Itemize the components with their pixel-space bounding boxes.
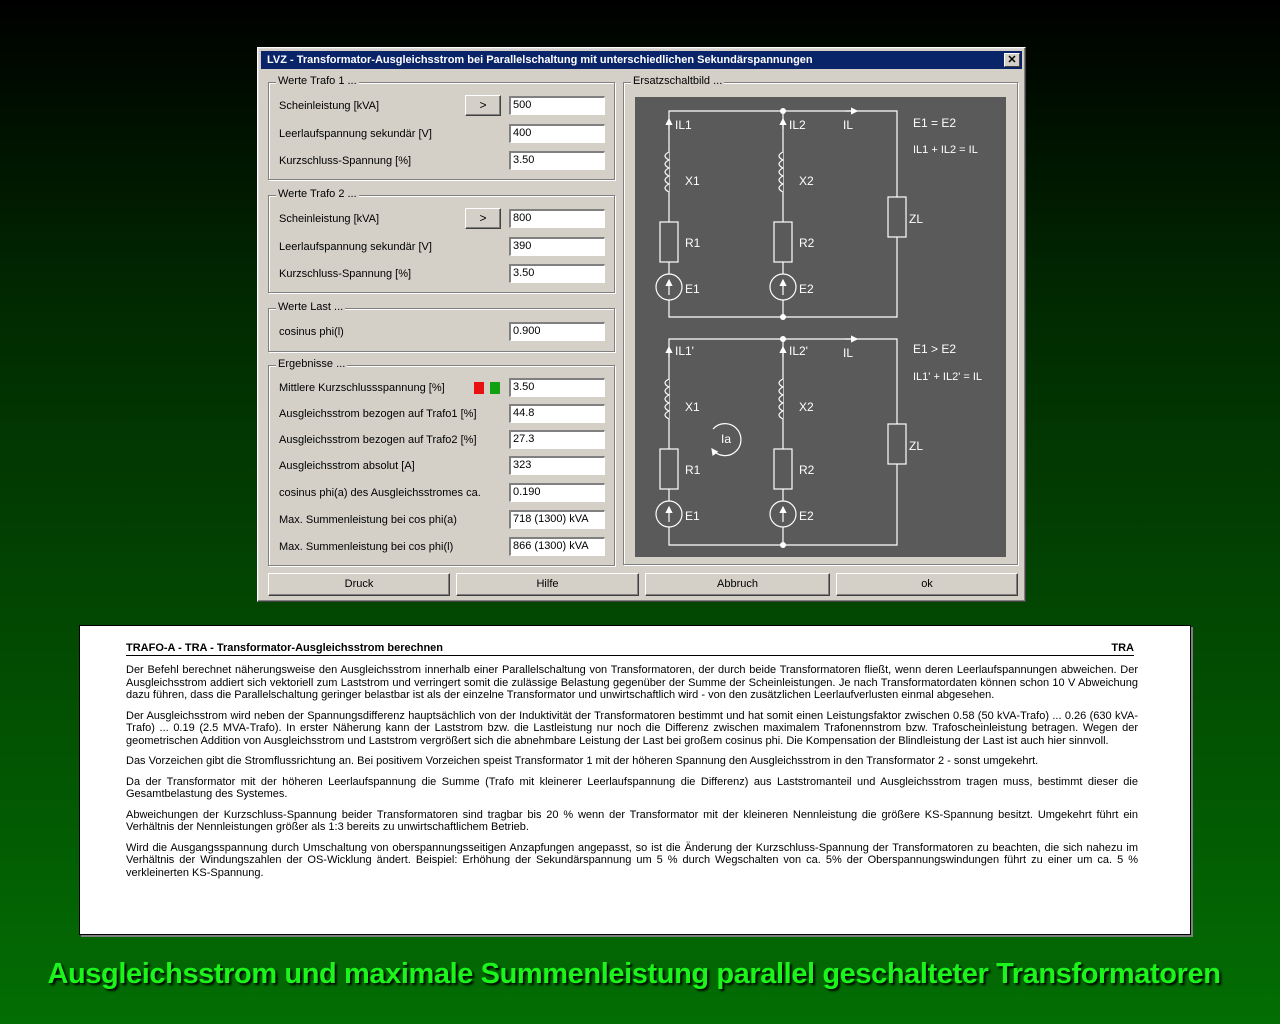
label-zl-top: ZL bbox=[909, 212, 924, 226]
label-scheinleistung-2: Scheinleistung [kVA] bbox=[279, 213, 380, 225]
label-ia: Ia bbox=[721, 432, 732, 446]
input-kurzschluss-2[interactable]: 3.50 bbox=[509, 264, 605, 283]
label-il1-top: IL1 bbox=[675, 118, 692, 132]
label-r2-bottom: R2 bbox=[799, 463, 815, 477]
input-leerlaufspannung-2[interactable]: 390 bbox=[509, 237, 605, 256]
label-r1-bottom: R1 bbox=[685, 463, 701, 477]
input-leerlaufspannung-1[interactable]: 400 bbox=[509, 124, 605, 143]
doc-paragraph: Da der Transformator mit der höheren Leerlaufspannung die Summe (Trafo mit kleinerer Leerlaufspannung die Differenz) aus Laststromanteil und Ausgleichsstrom tragen muss, bestimmt dieser die Gesamtbelastung des Systemes. bbox=[126, 775, 1138, 800]
label-il1-bottom: IL1' bbox=[675, 344, 694, 358]
group-trafo1 bbox=[268, 75, 615, 180]
input-scheinleistung-1[interactable]: 500 bbox=[509, 96, 605, 115]
label-leerlaufspannung-2: Leerlaufspannung sekundär [V] bbox=[279, 241, 432, 253]
label-zl-bottom: ZL bbox=[909, 439, 924, 453]
doc-title: TRAFO-A - TRA - Transformator-Ausgleichsstrom berechnen bbox=[126, 642, 443, 654]
label-x2-bottom: X2 bbox=[799, 400, 814, 414]
label-leerlaufspannung-1: Leerlaufspannung sekundär [V] bbox=[279, 128, 432, 140]
group-title: Werte Trafo 2 ... bbox=[278, 188, 357, 200]
doc-paragraph: Der Ausgleichsstrom wird neben der Spannungsdifferenz hauptsächlich von der Induktivität der Transformatoren bestimmt und hat somit einen Leistungsfaktor zwischen 0.58 (50 kVA-Trafo) ... 0.26 (630 kVA-Trafo) ... 0.19 (2.5 MVA-Trafo). In erster Näherung kann der Laststrom bzw. die Lastleistung nur noch die Differenz zwischen maximalem Trafonennstrom bzw. Trafoscheinleistung betragen. Wegen der geometrischen Addition von Ausgleichsstrom und Laststrom vergrößert sich die abnehmbare Leistung der Last bei großem cosinus phi. Die Kompensation der Blindleistung der Last ist auch hier sinnvoll. bbox=[126, 709, 1138, 747]
cond2-top: IL1 + IL2 = IL bbox=[913, 144, 978, 156]
label-e1-bottom: E1 bbox=[685, 509, 700, 523]
doc-body bbox=[126, 664, 1138, 887]
group-last bbox=[268, 301, 615, 352]
group-title: Werte Last ... bbox=[278, 301, 344, 313]
cond1-bottom: E1 > E2 bbox=[913, 342, 957, 356]
label-il2-bottom: IL2' bbox=[789, 344, 808, 358]
label-il-top: IL bbox=[843, 118, 854, 132]
close-button[interactable]: ✕ bbox=[1004, 53, 1020, 67]
label-x1-bottom: X1 bbox=[685, 400, 700, 414]
label-r1-top: R1 bbox=[685, 236, 701, 250]
doc-paragraph: Wird die Ausgangsspannung durch Umschaltung von oberspannungsseitigen Anzapfungen angepasst, so ist die Änderung der Kurzschluss-Spannung der Transformatoren zu beachten, die sich nahezu im Verhältnis der Windungszahlen der OS-Wicklung ändert. Beispiel: Erhöhung der Sekundärspannung um 5 % durch Wegschalten von ca. 5% der Oberspannungswindungen führt zu einer um ca. 5 % verkleinerten KS-Spannung. bbox=[126, 841, 1138, 879]
label-e2-bottom: E2 bbox=[799, 509, 814, 523]
label-e1-top: E1 bbox=[685, 282, 700, 296]
label-result-6: Max. Summenleistung bei cos phi(l) bbox=[279, 541, 454, 553]
label-result-1: Ausgleichsstrom bezogen auf Trafo1 [%] bbox=[279, 408, 477, 420]
group-title: Werte Trafo 1 ... bbox=[278, 75, 357, 87]
label-result-3: Ausgleichsstrom absolut [A] bbox=[279, 460, 415, 472]
label-il-bottom: IL bbox=[843, 346, 854, 360]
group-title: Ersatzschaltbild ... bbox=[633, 75, 723, 87]
status-indicator-red bbox=[474, 382, 484, 394]
expand-button-trafo2[interactable]: > bbox=[465, 208, 501, 229]
help-document bbox=[79, 625, 1191, 935]
group-results bbox=[268, 358, 615, 566]
label-result-4: cosinus phi(a) des Ausgleichsstromes ca. bbox=[279, 487, 481, 499]
doc-paragraph: Abweichungen der Kurzschluss-Spannung beider Transformatoren sind tragbar bis 20 % wenn der Transformator mit der kleineren Nennleistung die größere KS-Spannung besitzt. Umgekehrt führt ein Verhältnis der Nennleistungen größer als 1:3 bereits zu unwirtschaftlichem Betrieb. bbox=[126, 808, 1138, 833]
label-x2-top: X2 bbox=[799, 174, 814, 188]
group-title: Ergebnisse ... bbox=[278, 358, 346, 370]
result-field[interactable]: 3.50 bbox=[509, 378, 605, 397]
doc-header bbox=[126, 642, 1134, 656]
input-kurzschluss-1[interactable]: 3.50 bbox=[509, 151, 605, 170]
cond1-top: E1 = E2 bbox=[913, 116, 957, 130]
slide-caption: Ausgleichsstrom und maximale Summenleistung parallel geschalteter Transformatoren bbox=[47, 958, 1221, 990]
print-button[interactable]: Druck bbox=[268, 573, 450, 596]
label-e2-top: E2 bbox=[799, 282, 814, 296]
label-result-2: Ausgleichsstrom bezogen auf Trafo2 [%] bbox=[279, 434, 477, 446]
doc-paragraph: Der Befehl berechnet näherungsweise den Ausgleichsstrom innerhalb einer Parallelschaltung von Transformatoren, der durch beide Transformatoren fließt, wenn deren Leerlaufspannungen abweichen. Der Ausgleichsstrom addiert sich vektoriell zum Laststrom und verringert somit die zulässige Belastung gegenüber der Summe der Scheinleistungen. Je nach Transformatordaten können schon 10 V Abweichung dazu führen, dass die Parallelschaltung geringer belastbar ist als der einzelne Transformator und unwirtschaftlich wird - von den zusätzlichen Leerlaufverlusten einmal abgesehen. bbox=[126, 664, 1138, 701]
label-cosphi-l: cosinus phi(l) bbox=[279, 326, 344, 338]
result-field[interactable]: 44.8 bbox=[509, 404, 605, 423]
cond2-bottom: IL1' + IL2' = IL bbox=[913, 371, 983, 383]
window-title: LVZ - Transformator-Ausgleichsstrom bei Parallelschaltung mit unterschiedlichen Sekundärspannungen bbox=[267, 54, 813, 66]
expand-button-trafo1[interactable]: > bbox=[465, 95, 501, 116]
window-titlebar[interactable] bbox=[261, 51, 1022, 69]
result-field[interactable]: 323 bbox=[509, 456, 605, 475]
label-scheinleistung-1: Scheinleistung [kVA] bbox=[279, 100, 380, 112]
label-result-5: Max. Summenleistung bei cos phi(a) bbox=[279, 514, 457, 526]
label-kurzschluss-2: Kurzschluss-Spannung [%] bbox=[279, 268, 412, 280]
circuit-svg bbox=[635, 97, 1006, 557]
result-field[interactable]: 866 (1300) kVA bbox=[509, 537, 605, 556]
help-button[interactable]: Hilfe bbox=[456, 573, 639, 596]
group-trafo2 bbox=[268, 188, 615, 293]
label-il2-top: IL2 bbox=[789, 118, 806, 132]
input-cosphi-l[interactable]: 0.900 bbox=[509, 322, 605, 341]
result-field[interactable]: 718 (1300) kVA bbox=[509, 510, 605, 529]
doc-paragraph: Das Vorzeichen gibt die Stromflussrichtung an. Bei positivem Vorzeichen speist Transformator 1 mit der höheren Spannung den Ausgleichsstrom in den Transformator 2 - sonst umgekehrt. bbox=[126, 755, 1039, 767]
status-indicator-green bbox=[490, 382, 500, 394]
label-r2-top: R2 bbox=[799, 236, 815, 250]
label-result-0: Mittlere Kurzschlussspannung [%] bbox=[279, 382, 445, 394]
result-field[interactable]: 0.190 bbox=[509, 483, 605, 502]
label-x1-top: X1 bbox=[685, 174, 700, 188]
doc-code: TRA bbox=[1111, 642, 1134, 654]
result-field[interactable]: 27.3 bbox=[509, 430, 605, 449]
ok-button[interactable]: ok bbox=[836, 573, 1018, 596]
cancel-button[interactable]: Abbruch bbox=[645, 573, 830, 596]
label-kurzschluss-1: Kurzschluss-Spannung [%] bbox=[279, 155, 412, 167]
equivalent-circuit-diagram bbox=[635, 97, 1006, 557]
input-scheinleistung-2[interactable]: 800 bbox=[509, 209, 605, 228]
dialog-window bbox=[257, 47, 1026, 602]
